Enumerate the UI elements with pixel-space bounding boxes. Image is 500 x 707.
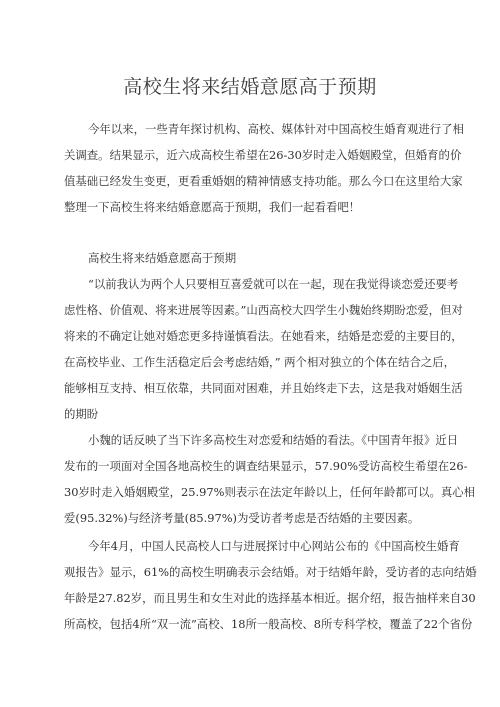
body-line: 爱(95.32%)与经济考量(85.97%)为受访者考虑是否结婚的主要因素。	[64, 511, 420, 525]
body-line: 能够相互支持、相互依靠，共同面对困难，并且始终走下去，这是我对婚姻生活	[64, 381, 463, 395]
intro-line: 今年以来，一些青年探讨机构、高校、媒体针对中国高校生婚育观进行了相	[88, 122, 464, 136]
body-line: 小魏的话反映了当下许多高校生对恋爱和结婚的看法。《中国青年报》近日	[88, 433, 459, 447]
body-line: 年龄是27.82岁，而且男生和女生对此的选择基本相近。据介绍，报告抽样来自30	[64, 591, 476, 605]
section-heading: 高校生将来结婚意愿高于预期	[88, 251, 237, 265]
body-line: 所高校，包括4所“双一流”高校、18所一般高校、8所专科学校，覆盖了22个省份	[64, 617, 473, 631]
body-line: 虑性格、价值观、将来进展等因素。”山西高校大四学生小魏始终期盼恋爱，但对	[64, 303, 463, 317]
body-line: “以前我认为两个人只要相互喜爱就可以在一起，现在我觉得谈恋爱还要考	[88, 277, 459, 291]
intro-line: 值基础已经发生变更，更看重婚姻的精神情感支持功能。那么今口在这里给大家	[64, 174, 463, 188]
body-line: 今年4月，中国人民高校人口与进展探讨中心网站公布的《中国高校生婚育	[88, 539, 460, 553]
body-line: 在高校毕业、工作生活稳定后会考虑结婚，” 两个相对独立的个体在结合之后，	[64, 355, 456, 369]
body-line: 30岁时走入婚姻殿堂，25.97%则表示在法定年龄以上，任何年龄都可以。真心相	[64, 485, 476, 499]
body-line: 观报告》显示，61%的高校生明确表示会结婚。对于结婚年龄，受访者的志向结婚	[64, 565, 477, 579]
intro-line: 关调查。结果显示，近六成高校生希望在26-30岁时走入婚姻殿堂，但婚育的价	[64, 148, 462, 162]
intro-line: 整理一下高校生将来结婚意愿高于预期，我们一起看看吧！	[64, 200, 361, 214]
body-line: 将来的不确定让她对婚恋更多持谨慎看法。在她看来，结婚是恋爱的主要目的，	[64, 329, 463, 343]
body-line: 发布的一项面对全国各地高校生的调查结果显示，57.90%受访高校生希望在26-	[64, 459, 468, 473]
body-line: 的期盼	[64, 407, 99, 421]
document-title: 高校生将来结婚意愿高于预期	[123, 76, 377, 98]
